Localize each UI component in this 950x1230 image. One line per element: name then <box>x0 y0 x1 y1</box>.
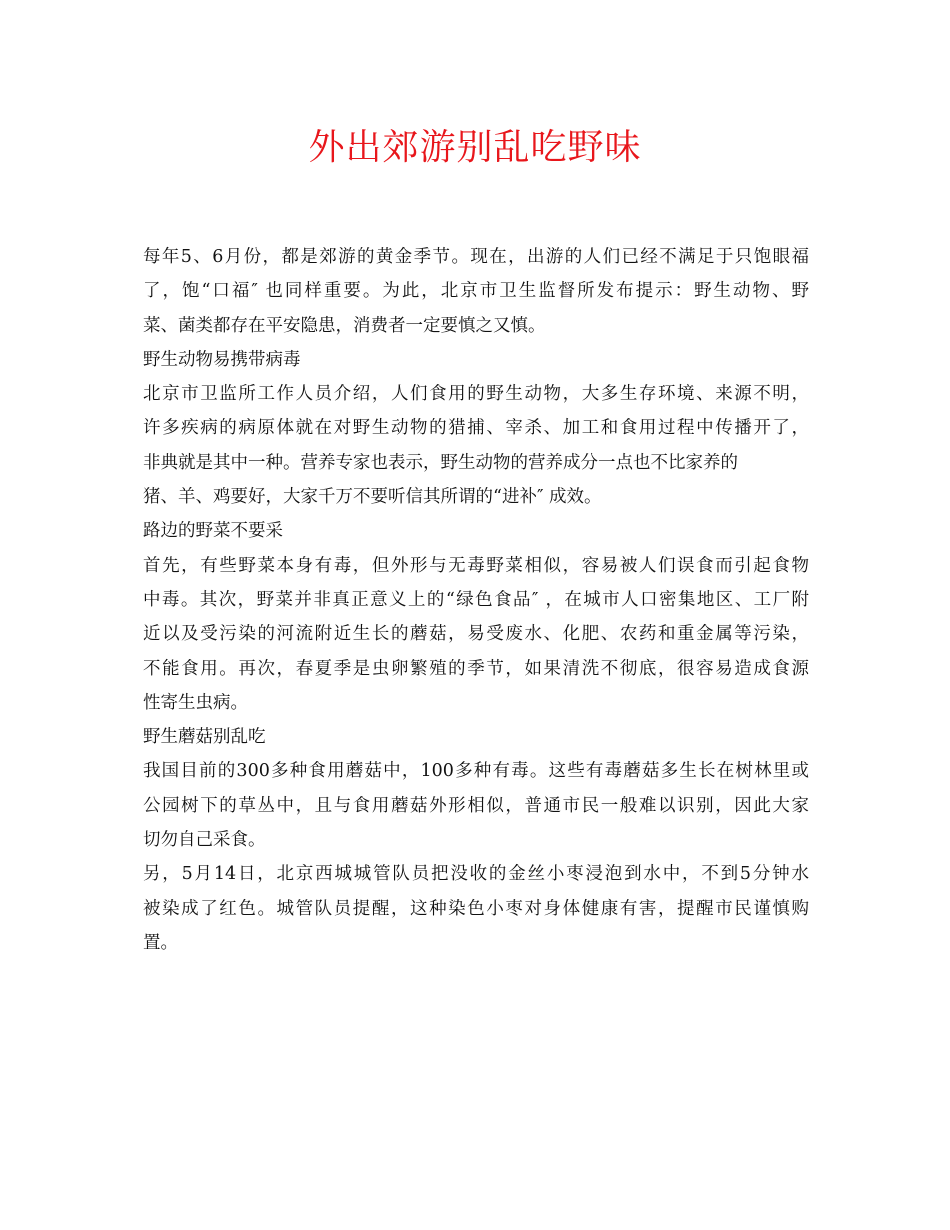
body-line: 路边的野菜不要采 <box>143 521 283 542</box>
body-line: 公园树下的草丛中，且与食用蘑菇外形相似，普通市民一般难以识别，因此大家 <box>143 795 809 816</box>
body-line: 非典就是其中一种。营养专家也表示，野生动物的营养成分一点也不比家养的 <box>143 452 738 473</box>
document-body <box>143 240 809 960</box>
body-line: 性寄生虫病。 <box>143 692 248 713</box>
body-line: 置。 <box>143 932 178 953</box>
body-line: 每年5、6月份，都是郊游的黄金季节。现在，出游的人们已经不满足于只饱眼福 <box>143 247 809 267</box>
body-line: 北京市卫监所工作人员介绍，人们食用的野生动物，大多生存环境、来源不明， <box>143 384 809 405</box>
body-line: 菜、菌类都存在平安隐患，消费者一定要慎之又慎。 <box>143 315 546 336</box>
body-line: 野生动物易携带病毒 <box>143 349 301 370</box>
body-line: 中毒。其次，野菜并非真正意义上的“绿色食品″ ，在城市人口密集地区、工厂附 <box>143 589 809 610</box>
body-line: 被染成了红色。城管队员提醒，这种染色小枣对身体健康有害，提醒市民谨慎购 <box>143 898 809 919</box>
document-title: 外出郊游别乱吃野味 <box>308 127 642 168</box>
body-line: 切勿自己采食。 <box>143 830 266 851</box>
body-line: 许多疾病的病原体就在对野生动物的猎捕、宰杀、加工和食用过程中传播开了， <box>143 418 809 439</box>
body-line: 野生蘑菇别乱吃 <box>143 727 266 748</box>
body-line: 猪、羊、鸡要好，大家千万不要听信其所谓的“进补″ 成效。 <box>143 487 602 508</box>
body-line: 首先，有些野菜本身有毒，但外形与无毒野菜相似，容易被人们误食而引起食物 <box>143 555 809 576</box>
body-line: 我国目前的300多种食用蘑菇中，100多种有毒。这些有毒蘑菇多生长在树林里或 <box>143 761 809 782</box>
body-line: 了，饱“口福″ 也同样重要。为此，北京市卫生监督所发布提示：野生动物、野 <box>143 281 809 302</box>
body-line: 近以及受污染的河流附近生长的蘑菇，易受废水、化肥、农药和重金属等污染， <box>143 624 809 645</box>
body-line: 另，5月14日，北京西城城管队员把没收的金丝小枣浸泡到水中，不到5分钟水 <box>143 864 809 885</box>
body-line: 不能食用。再次，春夏季是虫卵繁殖的季节，如果清洗不彻底，很容易造成食源 <box>143 658 809 679</box>
